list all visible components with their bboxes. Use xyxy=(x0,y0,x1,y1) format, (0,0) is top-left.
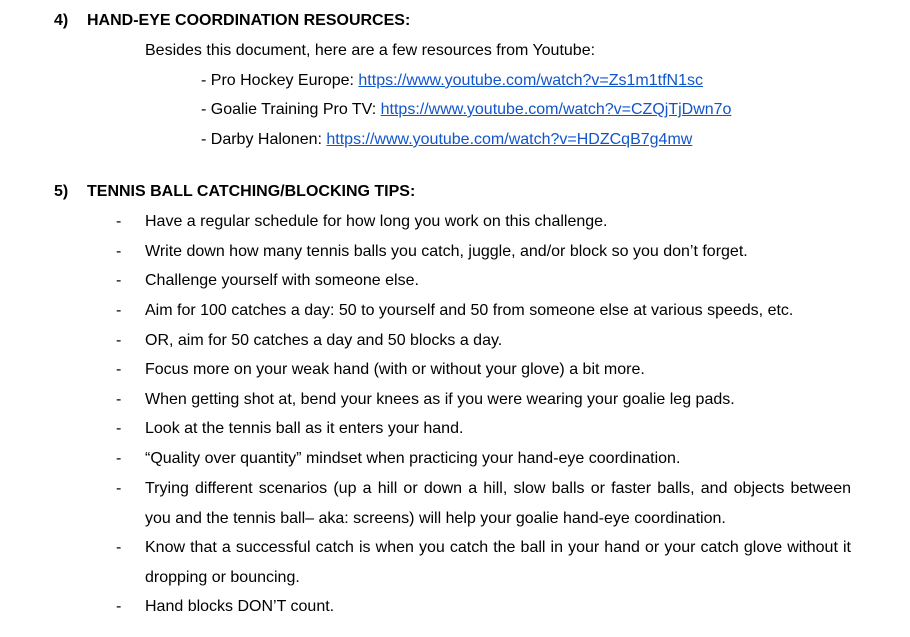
bullet-dash: - xyxy=(116,272,122,289)
tip-text: Have a regular schedule for how long you work on this challenge. xyxy=(145,213,608,230)
tip-text: Trying different scenarios (up a hill or down a hill, slow balls or faster balls, and objects between you and the tennis ball– aka: screens) will help your goalie hand-eye coordination. xyxy=(145,480,851,527)
bullet-dash: - xyxy=(116,213,122,230)
tip-text: Know that a successful catch is when you catch the ball in your hand or your catch glove without it dropping or bouncing. xyxy=(145,539,851,586)
tip-text: Look at the tennis ball as it enters your hand. xyxy=(145,420,464,437)
bullet-dash: - xyxy=(116,420,122,437)
bullet-dash: - xyxy=(116,332,122,349)
bullet-dash: - xyxy=(116,243,122,260)
bullet-dash: - xyxy=(116,302,122,319)
section-5-number: 5) xyxy=(54,183,69,200)
section-4-number: 4) xyxy=(54,12,69,29)
bullet-dash: - xyxy=(116,361,122,378)
resource-link[interactable]: https://www.youtube.com/watch?v=CZQjTjDwn7o xyxy=(380,101,732,118)
tip-text: Challenge yourself with someone else. xyxy=(145,272,419,289)
tip-text: Aim for 100 catches a day: 50 to yourself and 50 from someone else at various speeds, etc. xyxy=(145,302,794,319)
bullet-dash: - xyxy=(116,598,122,615)
resource-link[interactable]: https://www.youtube.com/watch?v=HDZCqB7g4mw xyxy=(326,131,693,148)
resource-item xyxy=(201,100,731,120)
bullet-dash: - xyxy=(116,391,122,408)
section-5-title: TENNIS BALL CATCHING/BLOCKING TIPS: xyxy=(87,183,416,200)
tip-text: When getting shot at, bend your knees as if you were wearing your goalie leg pads. xyxy=(145,391,735,408)
tip-text: Hand blocks DON’T count. xyxy=(145,598,335,615)
resources-intro: Besides this document, here are a few resources from Youtube: xyxy=(145,42,596,59)
bullet-dash: - xyxy=(116,450,122,467)
tip-text: “Quality over quantity” mindset when practicing your hand-eye coordination. xyxy=(145,450,681,467)
resource-link[interactable]: https://www.youtube.com/watch?v=Zs1m1tfN1sc xyxy=(358,72,703,89)
bullet-dash: - xyxy=(116,539,122,556)
resource-label: - Darby Halonen: xyxy=(201,131,327,148)
resource-label: - Pro Hockey Europe: xyxy=(201,72,359,89)
resource-label: - Goalie Training Pro TV: xyxy=(201,101,381,118)
resource-item xyxy=(201,130,692,150)
resource-item xyxy=(201,71,703,91)
section-5-heading xyxy=(54,182,415,202)
section-4-title: HAND-EYE COORDINATION RESOURCES: xyxy=(87,12,411,29)
section-4-heading xyxy=(54,11,410,31)
tip-text: Write down how many tennis balls you catch, juggle, and/or block so you don’t forget. xyxy=(145,243,748,260)
bullet-dash: - xyxy=(116,480,122,497)
tip-text: Focus more on your weak hand (with or without your glove) a bit more. xyxy=(145,361,645,378)
tip-text: OR, aim for 50 catches a day and 50 blocks a day. xyxy=(145,332,503,349)
